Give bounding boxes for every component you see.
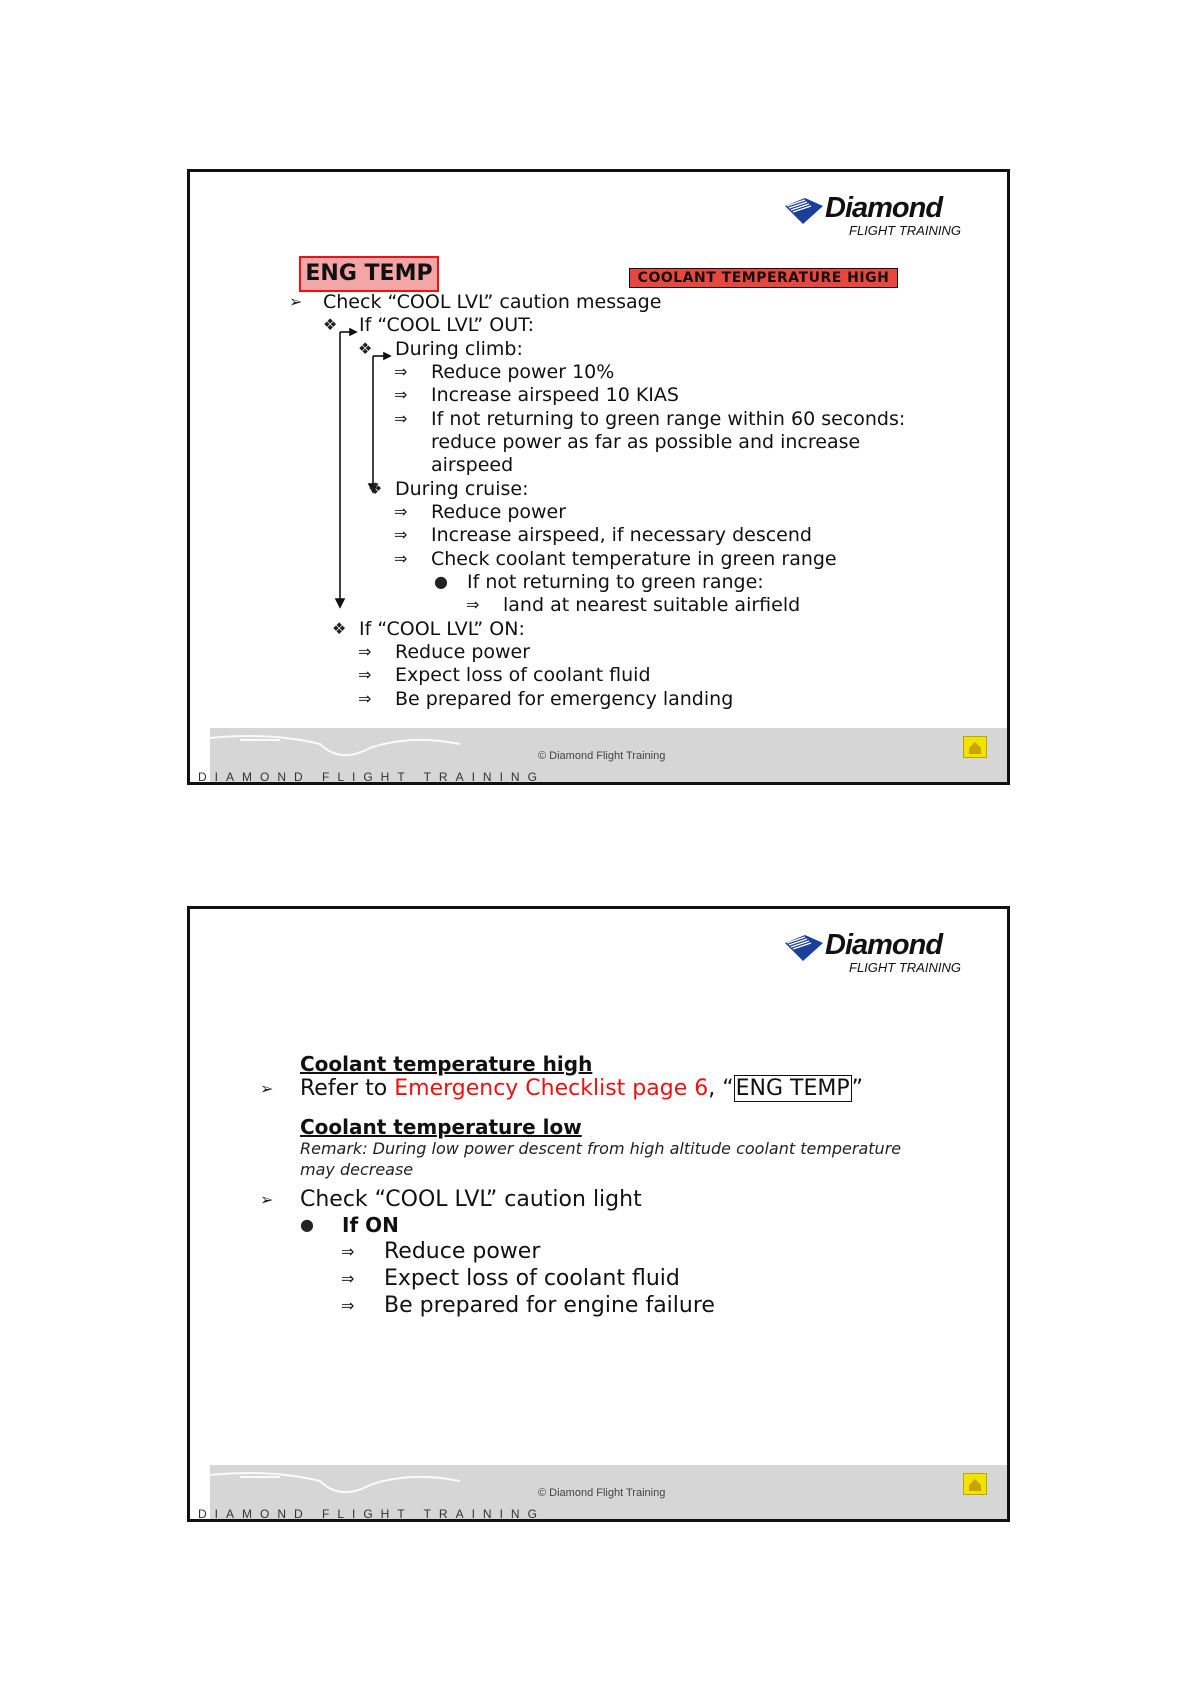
home-glyph-icon — [964, 1474, 986, 1494]
implies-arrow-icon: ⇒ — [341, 1242, 355, 1261]
car-swoosh-graphic — [210, 728, 470, 768]
remark-line: may decrease — [300, 1160, 414, 1179]
diamond-bullet-icon: ❖ — [332, 619, 347, 638]
home-icon[interactable] — [963, 1473, 987, 1495]
diamond-logo-icon — [783, 933, 825, 963]
climb-action: Reduce power 10% — [431, 361, 615, 383]
eng-temp-ref: ENG TEMP — [735, 1076, 850, 1101]
home-glyph-icon — [964, 737, 986, 757]
diamond-bullet-icon: ❖ — [358, 339, 373, 358]
brand-name: Diamond — [825, 192, 943, 224]
refer-prefix: Refer to — [300, 1076, 395, 1101]
land-nearest: land at nearest suitable airfield — [503, 594, 801, 616]
implies-arrow-icon: ⇒ — [341, 1296, 355, 1315]
diamond-bullet-icon: ❖ — [368, 479, 383, 498]
cruise-action: Increase airspeed, if necessary descend — [431, 524, 812, 546]
action-item: Be prepared for engine failure — [384, 1293, 715, 1318]
if-on: If ON — [342, 1213, 399, 1237]
car-swoosh-graphic — [210, 1465, 470, 1505]
implies-arrow-icon: ⇒ — [394, 362, 408, 381]
implies-arrow-icon: ⇒ — [394, 549, 408, 568]
during-cruise: During cruise: — [395, 478, 529, 500]
slide-eng-temp — [187, 169, 1010, 785]
check-cool-lvl-line: Check “COOL LVL” caution message — [323, 291, 662, 313]
remark-line: Remark: During low power descent from high altitude coolant temperature — [300, 1139, 902, 1158]
check-cool-lvl-light: Check “COOL LVL” caution light — [300, 1187, 642, 1212]
copyright: © Diamond Flight Training — [538, 1487, 666, 1499]
bullet-dot-icon: ● — [434, 572, 448, 591]
cruise-action: Check coolant temperature in green range — [431, 548, 837, 570]
brand-tagline: FLIGHT TRAINING — [849, 960, 961, 975]
company-wordmark: DIAMOND FLIGHT TRAINING — [198, 770, 545, 784]
during-climb: During climb: — [395, 338, 523, 360]
bullet-dot-icon: ● — [300, 1215, 314, 1234]
slide-footer — [198, 1465, 1007, 1521]
emergency-checklist-link[interactable]: Emergency Checklist page 6 — [394, 1076, 709, 1101]
arrow-bullet-icon: ➢ — [289, 292, 303, 311]
implies-arrow-icon: ⇒ — [358, 689, 372, 708]
implies-arrow-icon: ⇒ — [394, 502, 408, 521]
copyright: © Diamond Flight Training — [538, 750, 666, 762]
refer-line — [300, 1076, 863, 1102]
climb-action: If not returning to green range within 60 seconds: — [431, 408, 906, 430]
action-item: Reduce power — [384, 1239, 541, 1264]
refer-end: ” — [851, 1076, 864, 1101]
implies-arrow-icon: ⇒ — [341, 1269, 355, 1288]
company-wordmark: DIAMOND FLIGHT TRAINING — [198, 1507, 545, 1521]
on-action: Expect loss of coolant fluid — [395, 664, 651, 686]
arrow-bullet-icon: ➢ — [260, 1190, 274, 1209]
eng-temp-badge: ENG TEMP — [299, 256, 439, 292]
brand-tagline: FLIGHT TRAINING — [849, 223, 961, 238]
implies-arrow-icon: ⇒ — [358, 642, 372, 661]
implies-arrow-icon: ⇒ — [358, 665, 372, 684]
coolant-temperature-high-caution: COOLANT TEMPERATURE HIGH — [629, 268, 898, 288]
climb-action-cont: airspeed — [431, 454, 514, 476]
implies-arrow-icon: ⇒ — [394, 385, 408, 404]
climb-action: Increase airspeed 10 KIAS — [431, 384, 679, 406]
heading-coolant-high: Coolant temperature high — [300, 1052, 593, 1076]
refer-separator: , “ — [708, 1076, 734, 1101]
implies-arrow-icon: ⇒ — [466, 595, 480, 614]
implies-arrow-icon: ⇒ — [394, 525, 408, 544]
brand-name: Diamond — [825, 929, 943, 961]
on-action: Reduce power — [395, 641, 531, 663]
slide-footer — [198, 728, 1007, 784]
climb-action-cont: reduce power as far as possible and increase — [431, 431, 861, 453]
implies-arrow-icon: ⇒ — [394, 409, 408, 428]
if-cool-lvl-on: If “COOL LVL” ON: — [359, 618, 525, 640]
arrow-bullet-icon: ➢ — [260, 1079, 274, 1098]
cruise-action: Reduce power — [431, 501, 567, 523]
heading-coolant-low: Coolant temperature low — [300, 1115, 582, 1139]
on-action: Be prepared for emergency landing — [395, 688, 734, 710]
diamond-logo — [783, 929, 963, 977]
if-cool-lvl-out: If “COOL LVL” OUT: — [359, 314, 535, 336]
action-item: Expect loss of coolant fluid — [384, 1266, 680, 1291]
diamond-bullet-icon: ❖ — [323, 315, 338, 334]
slide-coolant-temperature — [187, 906, 1010, 1522]
not-returning: If not returning to green range: — [467, 571, 764, 593]
home-icon[interactable] — [963, 736, 987, 758]
